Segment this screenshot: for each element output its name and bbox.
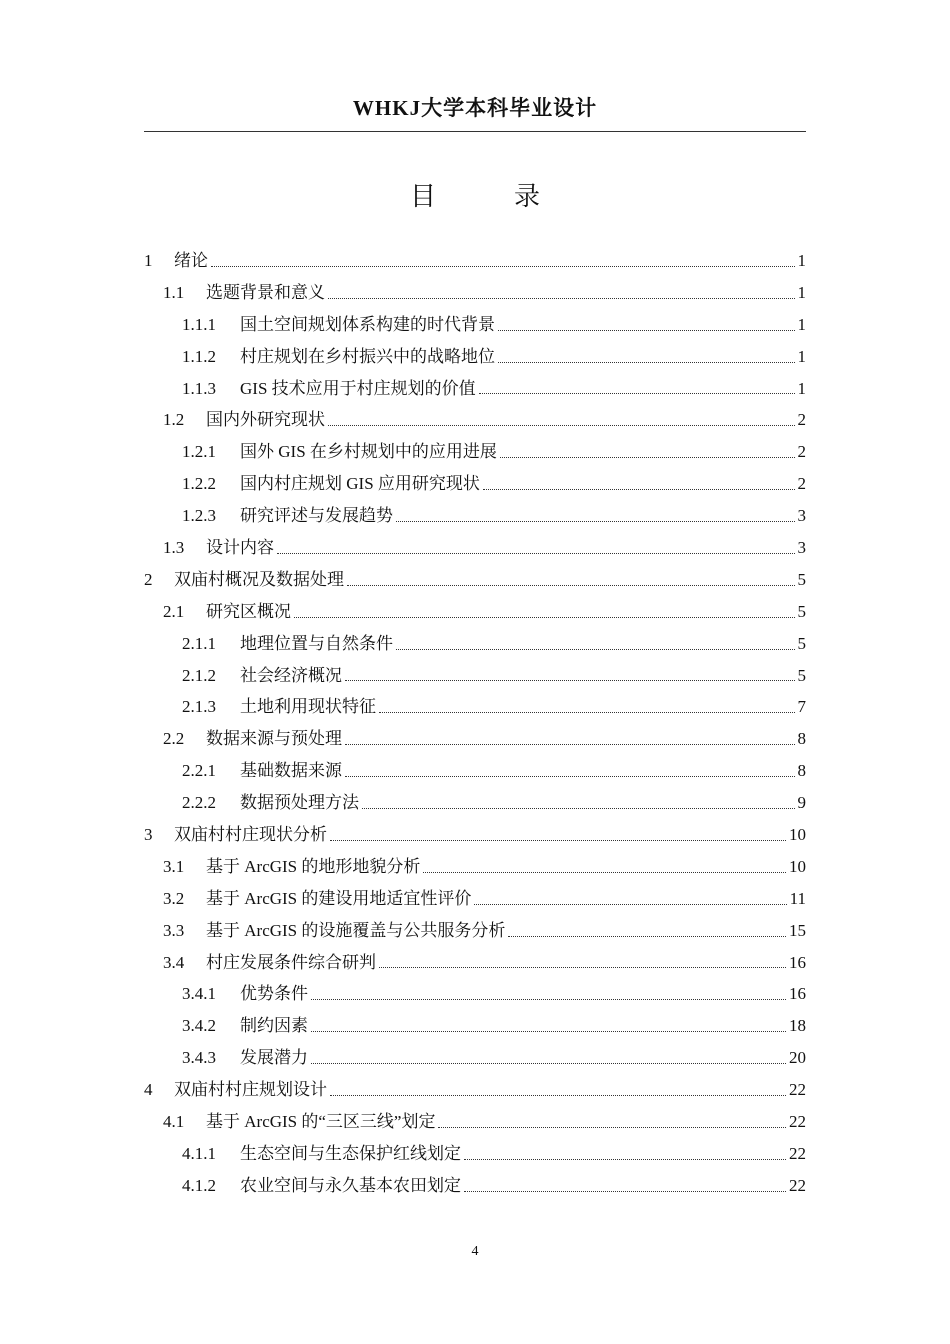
toc-entry-page: 22 bbox=[789, 1080, 806, 1100]
toc-entry[interactable] bbox=[144, 1011, 806, 1043]
toc-entry-number: 1.1.3 bbox=[182, 378, 216, 398]
toc-entry-title: 国外 GIS 在乡村规划中的应用进展 bbox=[240, 442, 497, 462]
toc-entry-page: 10 bbox=[789, 856, 806, 876]
toc-entry[interactable] bbox=[144, 916, 806, 948]
toc-entry-number: 1.2.2 bbox=[182, 474, 216, 494]
toc-dot-leader bbox=[328, 298, 795, 299]
toc-entry-page: 5 bbox=[797, 601, 806, 621]
toc-dot-leader bbox=[311, 1031, 786, 1032]
header-rule bbox=[144, 131, 806, 132]
toc-entry-page: 5 bbox=[797, 633, 806, 653]
page-number: 4 bbox=[471, 1244, 479, 1259]
toc-entry-title: 生态空间与生态保护红线划定 bbox=[240, 1143, 461, 1163]
toc-entry-title: 基于 ArcGIS 的建设用地适宜性评价 bbox=[206, 888, 472, 908]
toc-entry-page: 5 bbox=[797, 569, 806, 589]
toc-entry-number: 2.2.2 bbox=[182, 793, 216, 813]
toc-entry-page: 9 bbox=[797, 793, 806, 813]
toc-entry-title: 绪论 bbox=[174, 251, 208, 270]
toc-entry-title: 研究评述与发展趋势 bbox=[240, 506, 393, 526]
toc-entry-title: 国土空间规划体系构建的时代背景 bbox=[240, 314, 495, 334]
toc-entry[interactable] bbox=[144, 374, 806, 406]
toc-entry-page: 7 bbox=[797, 697, 806, 717]
toc-entry-page: 22 bbox=[789, 1143, 806, 1163]
toc-entry-title: 研究区概况 bbox=[206, 601, 291, 621]
toc-entry[interactable] bbox=[144, 756, 806, 788]
toc-entry-number: 1.1 bbox=[163, 282, 185, 302]
table-of-contents bbox=[144, 246, 806, 1203]
toc-entry-title: 基于 ArcGIS 的地形地貌分析 bbox=[206, 856, 421, 876]
toc-entry-page: 22 bbox=[789, 1175, 806, 1195]
toc-entry[interactable] bbox=[144, 948, 806, 980]
toc-dot-leader bbox=[464, 1159, 786, 1160]
toc-entry-title: 土地利用现状特征 bbox=[240, 697, 376, 717]
toc-entry-number: 4 bbox=[144, 1080, 153, 1100]
toc-entry-title: 数据来源与预处理 bbox=[206, 729, 342, 749]
toc-entry-number: 3.4.2 bbox=[182, 1016, 216, 1036]
toc-entry-page: 3 bbox=[797, 506, 806, 526]
toc-entry-title: 选题背景和意义 bbox=[206, 282, 325, 302]
toc-entry[interactable] bbox=[144, 1043, 806, 1075]
toc-dot-leader bbox=[362, 808, 795, 809]
toc-entry-number: 2.2.1 bbox=[182, 761, 216, 781]
toc-entry-page: 8 bbox=[797, 761, 806, 781]
toc-dot-leader bbox=[330, 1095, 786, 1096]
toc-entry-number: 3.4.1 bbox=[182, 984, 216, 1004]
toc-entry-title: 制约因素 bbox=[240, 1016, 308, 1036]
toc-entry-number: 3.4 bbox=[163, 952, 185, 972]
toc-entry-number: 4.1.1 bbox=[182, 1143, 216, 1163]
toc-entry-number: 2.1.3 bbox=[182, 697, 216, 717]
toc-dot-leader bbox=[423, 872, 786, 873]
running-header: WHKJ大学本科毕业设计 bbox=[352, 96, 598, 120]
toc-entry-number: 2.1 bbox=[163, 601, 185, 621]
toc-entry-title: 发展潜力 bbox=[240, 1048, 308, 1068]
toc-dot-leader bbox=[379, 967, 786, 968]
toc-entry-number: 1.1.1 bbox=[182, 314, 216, 334]
toc-entry-title: 双庙村村庄现状分析 bbox=[174, 825, 327, 845]
toc-dot-leader bbox=[483, 489, 795, 490]
toc-entry[interactable] bbox=[144, 979, 806, 1011]
toc-entry-page: 1 bbox=[797, 378, 806, 398]
toc-entry[interactable] bbox=[144, 692, 806, 724]
toc-entry[interactable] bbox=[144, 437, 806, 469]
toc-dot-leader bbox=[347, 585, 795, 586]
toc-entry-page: 22 bbox=[789, 1112, 806, 1132]
toc-entry[interactable] bbox=[144, 1171, 806, 1203]
toc-entry-number: 1.2.1 bbox=[182, 442, 216, 462]
toc-entry[interactable] bbox=[144, 1075, 806, 1107]
toc-dot-leader bbox=[311, 1063, 786, 1064]
toc-entry[interactable] bbox=[144, 884, 806, 916]
toc-entry-title: 双庙村概况及数据处理 bbox=[174, 569, 344, 589]
toc-dot-leader bbox=[479, 393, 795, 394]
toc-dot-leader bbox=[379, 712, 795, 713]
toc-entry-page: 11 bbox=[789, 888, 806, 908]
toc-entry-number: 3.2 bbox=[163, 888, 185, 908]
toc-entry-page: 5 bbox=[797, 665, 806, 685]
toc-entry-number: 3.3 bbox=[163, 920, 185, 940]
toc-dot-leader bbox=[396, 521, 795, 522]
toc-entry-number: 1 bbox=[144, 251, 153, 270]
toc-entry-number: 2 bbox=[144, 569, 153, 589]
toc-title: 目 录 bbox=[409, 182, 566, 211]
toc-dot-leader bbox=[438, 1127, 786, 1128]
toc-entry-page: 10 bbox=[789, 825, 806, 845]
toc-entry-page: 18 bbox=[789, 1016, 806, 1036]
toc-entry-title: 地理位置与自然条件 bbox=[240, 633, 393, 653]
toc-dot-leader bbox=[277, 553, 795, 554]
toc-entry-page: 15 bbox=[789, 920, 806, 940]
toc-entry-title: 基于 ArcGIS 的“三区三线”划定 bbox=[206, 1112, 436, 1132]
toc-entry-title: 村庄规划在乡村振兴中的战略地位 bbox=[240, 346, 495, 366]
toc-entry-page: 2 bbox=[797, 474, 806, 494]
toc-entry-title: 国内村庄规划 GIS 应用研究现状 bbox=[240, 474, 480, 494]
toc-entry-title: 设计内容 bbox=[206, 538, 274, 558]
toc-entry[interactable] bbox=[144, 597, 806, 629]
toc-entry[interactable] bbox=[144, 661, 806, 693]
toc-dot-leader bbox=[498, 362, 795, 363]
toc-entry[interactable] bbox=[144, 469, 806, 501]
toc-entry-number: 3.1 bbox=[163, 856, 185, 876]
toc-dot-leader bbox=[474, 904, 786, 905]
toc-dot-leader bbox=[345, 776, 795, 777]
toc-entry[interactable] bbox=[144, 852, 806, 884]
toc-entry-page: 2 bbox=[797, 410, 806, 430]
toc-entry[interactable] bbox=[144, 724, 806, 756]
toc-dot-leader bbox=[330, 840, 786, 841]
toc-dot-leader bbox=[396, 649, 795, 650]
toc-dot-leader bbox=[345, 744, 795, 745]
toc-entry-number: 2.2 bbox=[163, 729, 185, 749]
toc-entry-number: 4.1.2 bbox=[182, 1175, 216, 1195]
toc-entry-number: 1.1.2 bbox=[182, 346, 216, 366]
toc-entry-number: 1.2.3 bbox=[182, 506, 216, 526]
toc-entry[interactable] bbox=[144, 1107, 806, 1139]
toc-entry[interactable] bbox=[144, 501, 806, 533]
toc-dot-leader bbox=[464, 1191, 786, 1192]
toc-entry-number: 1.2 bbox=[163, 410, 185, 430]
toc-entry-title: 优势条件 bbox=[240, 984, 308, 1004]
toc-entry[interactable] bbox=[144, 310, 806, 342]
toc-entry-title: 农业空间与永久基本农田划定 bbox=[240, 1175, 461, 1195]
toc-entry-title: GIS 技术应用于村庄规划的价值 bbox=[240, 378, 476, 398]
toc-entry-number: 1.3 bbox=[163, 538, 185, 558]
toc-entry-page: 1 bbox=[797, 346, 806, 366]
toc-entry-page: 1 bbox=[797, 282, 806, 302]
toc-entry-title: 基础数据来源 bbox=[240, 761, 342, 781]
toc-entry-title: 基于 ArcGIS 的设施覆盖与公共服务分析 bbox=[206, 920, 506, 940]
toc-entry-page: 8 bbox=[797, 729, 806, 749]
toc-dot-leader bbox=[500, 457, 795, 458]
toc-entry[interactable] bbox=[144, 565, 806, 597]
toc-dot-leader bbox=[294, 617, 795, 618]
toc-entry[interactable] bbox=[144, 788, 806, 820]
toc-dot-leader bbox=[345, 680, 795, 681]
toc-entry[interactable] bbox=[144, 278, 806, 310]
toc-entry-number: 2.1.1 bbox=[182, 633, 216, 653]
toc-dot-leader bbox=[211, 266, 795, 267]
toc-entry-number: 4.1 bbox=[163, 1112, 185, 1132]
toc-entry[interactable] bbox=[144, 820, 806, 852]
toc-entry[interactable] bbox=[144, 533, 806, 565]
toc-entry-title: 双庙村村庄规划设计 bbox=[174, 1080, 327, 1100]
toc-dot-leader bbox=[328, 425, 795, 426]
toc-dot-leader bbox=[498, 330, 795, 331]
toc-entry-page: 1 bbox=[797, 314, 806, 334]
toc-entry-number: 2.1.2 bbox=[182, 665, 216, 685]
toc-entry-page: 2 bbox=[797, 442, 806, 462]
toc-dot-leader bbox=[508, 936, 786, 937]
toc-entry-number: 3.4.3 bbox=[182, 1048, 216, 1068]
toc-entry-page: 20 bbox=[789, 1048, 806, 1068]
toc-dot-leader bbox=[311, 999, 786, 1000]
toc-entry[interactable] bbox=[144, 405, 806, 437]
toc-entry-title: 国内外研究现状 bbox=[206, 410, 325, 430]
toc-entry-title: 村庄发展条件综合研判 bbox=[206, 952, 376, 972]
toc-entry-page: 1 bbox=[797, 251, 806, 270]
toc-entry-page: 3 bbox=[797, 538, 806, 558]
toc-entry[interactable] bbox=[144, 342, 806, 374]
toc-entry-title: 数据预处理方法 bbox=[240, 793, 359, 813]
toc-entry[interactable] bbox=[144, 629, 806, 661]
toc-entry[interactable] bbox=[144, 1139, 806, 1171]
toc-entry-page: 16 bbox=[789, 984, 806, 1004]
toc-entry-page: 16 bbox=[789, 952, 806, 972]
toc-entry[interactable] bbox=[144, 246, 806, 278]
toc-entry-title: 社会经济概况 bbox=[240, 665, 342, 685]
toc-entry-number: 3 bbox=[144, 825, 153, 845]
